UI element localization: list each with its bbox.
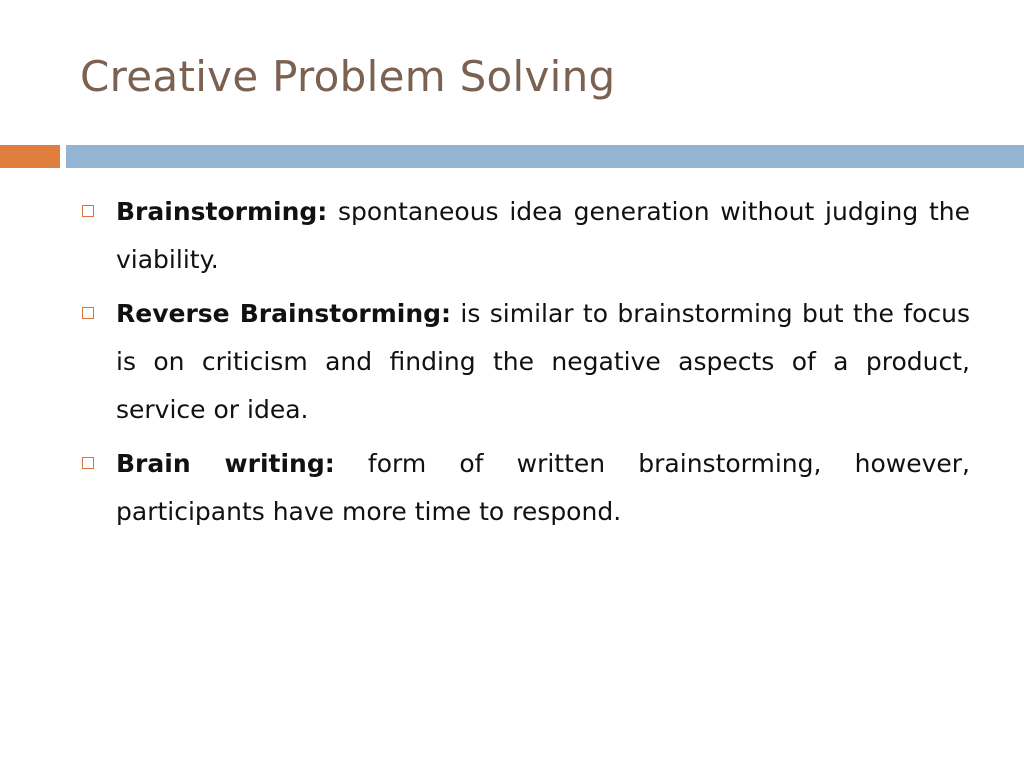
bullet-text: spontaneous idea generation without judging the viability.: [116, 197, 970, 274]
bullet-item-reverse-brainstorming: [80, 290, 970, 434]
hollow-square-bullet-icon: [82, 205, 94, 217]
slide-title: Creative Problem Solving: [80, 52, 616, 101]
bullet-text: form of written brainstorming, however, participants have more time to respond.: [116, 449, 970, 526]
accent-bar-blue: [66, 145, 1024, 168]
bullet-term: Reverse Brainstorming:: [116, 299, 452, 328]
accent-bar-orange: [0, 145, 60, 168]
hollow-square-bullet-icon: [82, 307, 94, 319]
hollow-square-bullet-icon: [82, 457, 94, 469]
bullet-item-brain-writing: [80, 440, 970, 536]
bullet-text: is similar to brainstorming but the focus is on criticism and finding the negative aspects of a product, service or idea.: [116, 299, 971, 424]
bullet-term: Brain writing:: [116, 449, 335, 478]
bullet-item-brainstorming: [80, 188, 970, 284]
bullet-list: [80, 188, 970, 542]
bullet-term: Brainstorming:: [116, 197, 328, 226]
